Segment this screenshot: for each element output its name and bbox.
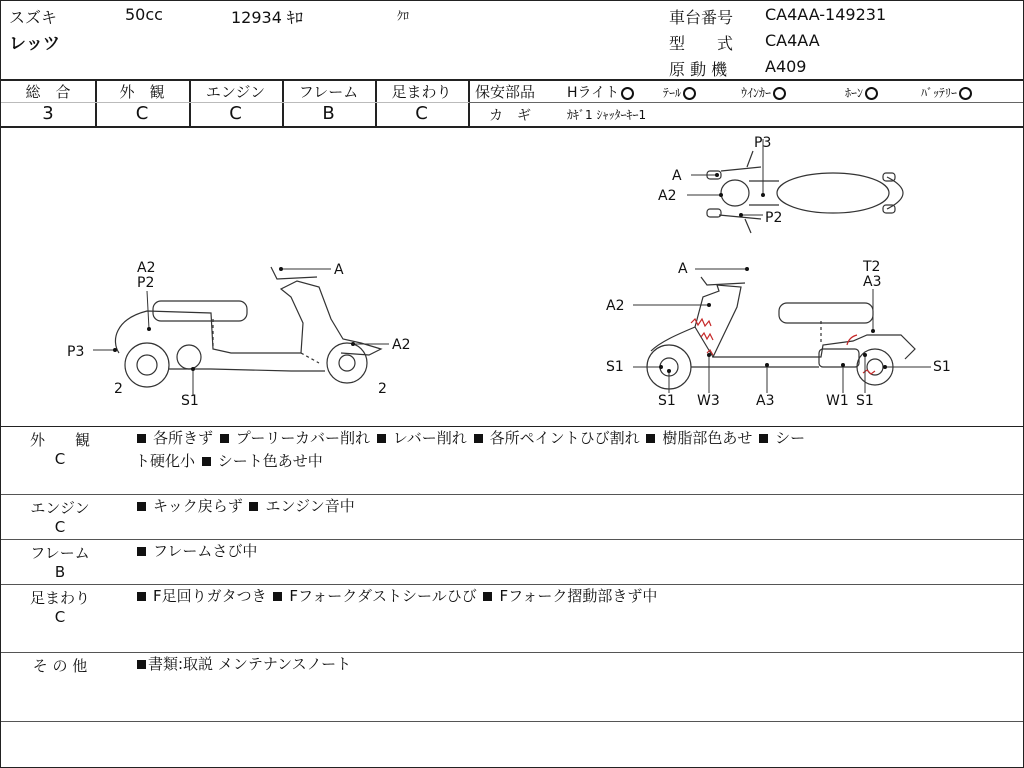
remark-suspension-label: 足まわり	[29, 589, 90, 607]
remark-suspension-grade: C	[54, 608, 66, 626]
diag-label: A2	[137, 260, 156, 276]
damage-diagram	[1, 128, 1023, 426]
remark-engine-text	[135, 495, 355, 518]
bullet-icon	[759, 434, 768, 443]
maker: スズキ	[9, 8, 58, 27]
safety-item-label: ﾎｰﾝ	[845, 86, 864, 100]
ok-circle-icon	[773, 87, 786, 100]
safety-item-tail	[663, 84, 696, 101]
bullet-icon	[137, 592, 146, 601]
safety-item-label: ﾃｰﾙ	[663, 86, 682, 100]
grade-exterior-label: 外 観	[119, 83, 165, 101]
remark-item: 書類:取説 メンテナンスノート	[148, 655, 352, 673]
grade-engine-label: エンジン	[205, 83, 266, 101]
model-code: CA4AA	[765, 31, 820, 50]
safety-item-label: ｳｲﾝｶｰ	[741, 86, 772, 100]
diagram-labels	[67, 135, 951, 409]
remark-frame-text	[135, 540, 257, 563]
safety-item-horn	[845, 84, 878, 101]
bullet-icon	[137, 660, 146, 669]
ok-circle-icon	[621, 87, 634, 100]
model-name: レッツ	[9, 34, 60, 54]
diag-label: S1	[933, 359, 951, 375]
remark-item: F足回りガタつき	[153, 587, 267, 605]
bullet-icon	[377, 434, 386, 443]
diag-label: A	[678, 261, 688, 277]
key-value: ｶｷﾞ1 ｼｬｯﾀｰｷｰ1	[567, 108, 647, 122]
bullet-icon	[474, 434, 483, 443]
safety-item-label: Hライト	[567, 85, 620, 101]
diag-label: P2	[765, 210, 783, 226]
grade-overall-value: 3	[42, 103, 54, 124]
remark-frame-label: フレーム	[30, 544, 90, 562]
bullet-icon	[273, 592, 282, 601]
diag-label: A3	[863, 274, 882, 290]
diag-label: W3	[697, 393, 720, 409]
diag-label: A2	[606, 298, 625, 314]
diag-label: 2	[378, 381, 387, 397]
remark-item: ト硬化小	[135, 452, 196, 470]
engine-label: 原 動 機	[669, 60, 728, 79]
safety-item-battery	[921, 84, 972, 101]
remark-item: エンジン音中	[265, 497, 355, 515]
remark-divider	[1, 721, 1023, 722]
mileage: 12934 ｷﾛ	[231, 8, 303, 27]
grade-frame-label: フレーム	[298, 83, 359, 101]
diag-label: S1	[658, 393, 676, 409]
remark-other-label: そ の 他	[32, 657, 88, 675]
ok-circle-icon	[865, 87, 878, 100]
remark-item: シート色あせ中	[217, 452, 323, 470]
remark-item: フレームさび中	[153, 542, 258, 560]
ok-circle-icon	[959, 87, 972, 100]
ok-circle-icon	[683, 87, 696, 100]
grade-overall-label: 総 合	[25, 83, 71, 101]
remark-exterior-text	[135, 427, 1015, 473]
bullet-icon	[220, 434, 229, 443]
remark-item: 各所ペイントひび割れ	[489, 429, 640, 447]
frame-no-label: 車台番号	[669, 8, 734, 27]
diag-label: P3	[67, 344, 85, 360]
diag-label: A2	[392, 337, 411, 353]
displacement: 50cc	[125, 5, 163, 24]
remark-engine-grade: C	[54, 518, 66, 536]
bullet-icon	[202, 457, 211, 466]
remark-item: キック戻らず	[153, 497, 243, 515]
remark-frame-grade: B	[54, 563, 66, 581]
safety-item-winker	[741, 84, 786, 101]
scooter-right-view	[647, 277, 915, 389]
diag-label: A	[672, 168, 682, 184]
frame-no: CA4AA-149231	[765, 5, 887, 24]
bullet-icon	[137, 434, 146, 443]
remark-exterior-grade: C	[54, 450, 66, 468]
diag-label: A	[334, 262, 344, 278]
safety-item-headlight	[567, 82, 634, 102]
safety-item-label: ﾊﾞｯﾃﾘｰ	[921, 86, 958, 100]
remark-item: レバー削れ	[392, 429, 467, 447]
diag-label: P2	[137, 275, 155, 291]
remark-line	[135, 450, 1015, 473]
bullet-icon	[249, 502, 258, 511]
remark-suspension-text	[135, 585, 657, 608]
diag-label: P3	[754, 135, 772, 151]
diag-label: 2	[114, 381, 123, 397]
grade-frame-value: B	[322, 103, 335, 124]
engine-code: A409	[765, 57, 807, 76]
remark-other-text	[135, 653, 351, 676]
diag-label: S1	[856, 393, 874, 409]
safety-label: 保安部品	[475, 83, 536, 101]
diag-label: S1	[181, 393, 199, 409]
diag-label: A2	[658, 188, 677, 204]
grade-exterior-value: C	[135, 103, 149, 124]
grade-suspension-label: 足まわり	[391, 83, 452, 101]
diag-label: W1	[826, 393, 849, 409]
remark-item: プーリーカバー削れ	[235, 429, 371, 447]
safety-row-divider	[469, 102, 1023, 103]
model-label: 型 式	[669, 34, 734, 53]
remark-line	[135, 427, 1015, 450]
scooter-top-view	[707, 151, 903, 233]
diag-label: A3	[756, 393, 775, 409]
bullet-icon	[646, 434, 655, 443]
remark-item: Fフォークダストシールひび	[289, 587, 477, 605]
key-label: カ ギ	[489, 108, 531, 124]
grade-suspension-value: C	[415, 103, 428, 124]
remark-item: 樹脂部色あせ	[662, 429, 753, 447]
grade-engine-value: C	[229, 103, 242, 124]
remark-engine-label: エンジン	[30, 499, 90, 517]
scooter-left-view	[115, 267, 381, 387]
bullet-icon	[137, 502, 146, 511]
diag-label: S1	[606, 359, 624, 375]
diag-label: T2	[863, 259, 881, 275]
bullet-icon	[137, 547, 146, 556]
bullet-icon	[483, 592, 492, 601]
remark-exterior-label: 外 観	[29, 431, 90, 449]
remark-item: シー	[775, 429, 806, 447]
remark-item: 各所きず	[153, 429, 214, 447]
remark-item: Fフォーク摺動部きず中	[499, 587, 658, 605]
label-dots	[113, 173, 887, 373]
color: ｸﾛ	[397, 9, 410, 23]
